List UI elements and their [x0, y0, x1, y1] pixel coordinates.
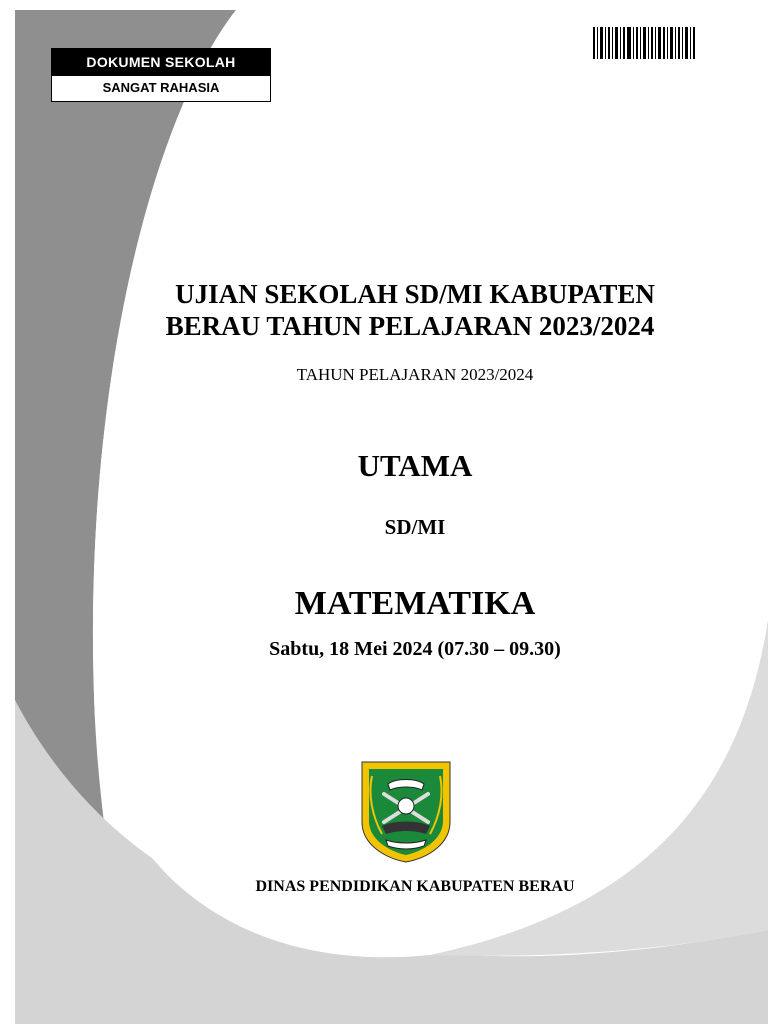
barcode-icon [593, 27, 695, 59]
exam-title-line-2: BERAU TAHUN PELAJARAN 2023/2024 [165, 311, 655, 341]
exam-schedule: Sabtu, 18 Mei 2024 (07.30 – 09.30) [269, 638, 561, 660]
education-level: SD/MI [384, 515, 446, 539]
exam-type: UTAMA [357, 448, 473, 483]
berau-emblem-icon [360, 760, 452, 864]
academic-year: TAHUN PELAJARAN 2023/2024 [296, 365, 534, 384]
exam-title-line-1: UJIAN SEKOLAH SD/MI KABUPATEN [175, 279, 655, 309]
agency-name: DINAS PENDIDIKAN KABUPATEN BERAU [255, 878, 575, 895]
subject-title: MATEMATIKA [294, 585, 536, 622]
classification-stamp [51, 48, 271, 102]
document-category-label: DOKUMEN SEKOLAH [52, 49, 270, 76]
confidentiality-label: SANGAT RAHASIA [102, 80, 220, 95]
